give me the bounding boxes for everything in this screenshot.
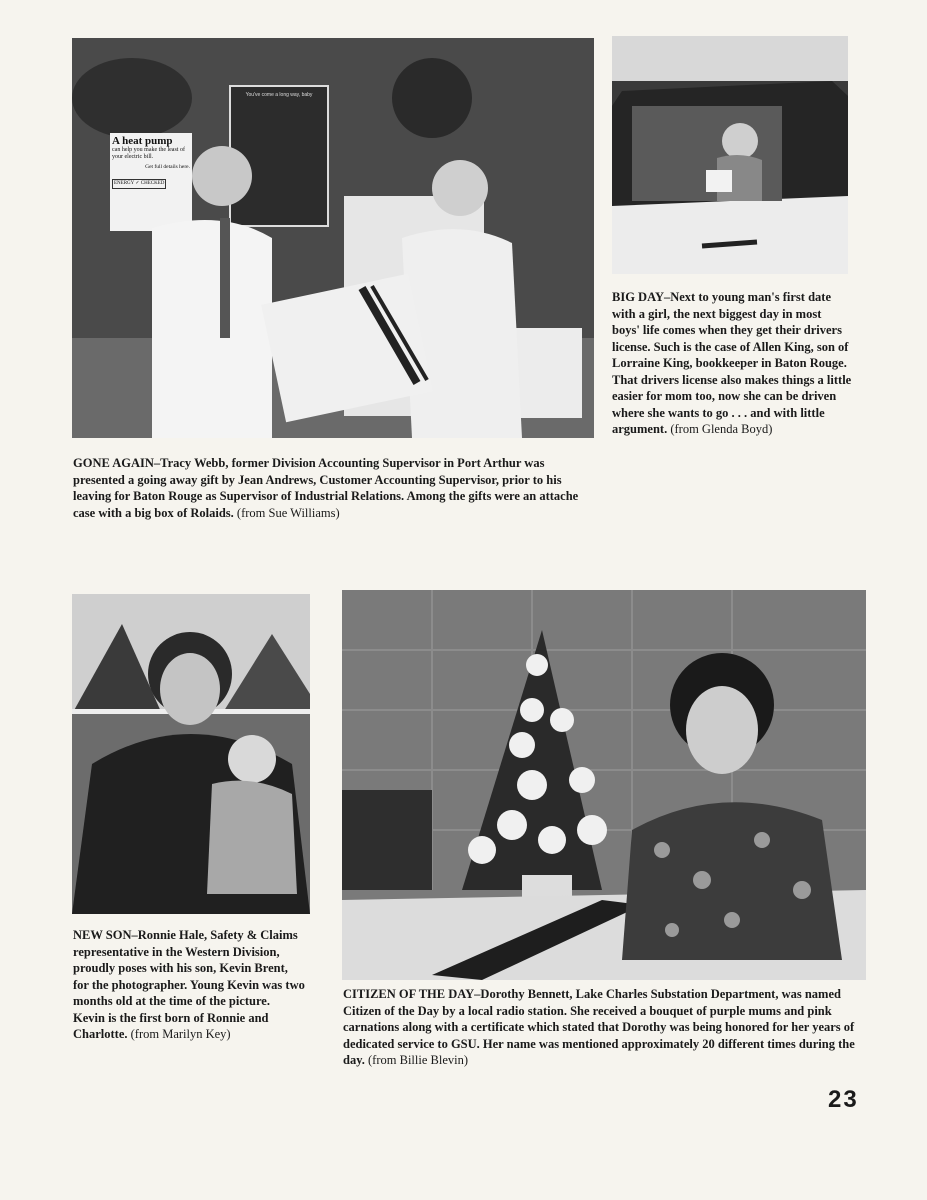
caption-gone-again: GONE AGAIN–Tracy Webb, former Division Accounting Supervisor in Port Arthur was presented a going away gift by Jean Andrews, Customer Accounting Supervisor, prior to his leaving for Baton Rouge as Supervisor of Industrial Relations. Among the gifts were an attache case with a big box of Rolaids. (from Sue Williams) [73, 456, 579, 520]
photo-citizen-of-the-day [342, 590, 866, 980]
caption-big-day: BIG DAY–Next to young man's first date with a girl, the next biggest day in most boys' life comes when they get their drivers license. Such is the case of Allen King, son of Lorraine King, bookkeeper in Baton Rouge. That drivers license also makes things a little easier for mom too, now she can be driven where she wants to go . . . and with little argument. (from Glenda Boyd) [612, 290, 852, 436]
page-number: 23 [828, 1086, 859, 1113]
photo-gone-again [72, 38, 594, 438]
poster-long-way: You've come a long way, baby [245, 92, 313, 98]
caption-citizen-of-the-day: CITIZEN OF THE DAY–Dorothy Bennett, Lake Charles Substation Department, was named Citizen of the Day by a local radio station. She received a bouquet of purple mums and pink carnations along with a certificate which stated that Dorothy was being honored for her years of dedicated service to GSU. Her name was mentioned approximately 20 different times during the day. (from Billie Blevin) [343, 987, 855, 1067]
caption-new-son: NEW SON–Ronnie Hale, Safety & Claims representative in the Western Division, proudly poses with his son, Kevin Brent, for the photographer. Young Kevin was two months old at the time of the picture. Kevin is the first born of Ronnie and Charlotte. (from Marilyn Key) [73, 928, 305, 1041]
poster-heat-pump: A heat pump can help you make the least of your electric bill. Get full details here. ENERGY ✓ CHECKED [112, 135, 190, 189]
photo-big-day [612, 36, 848, 274]
photo-new-son [72, 594, 310, 914]
